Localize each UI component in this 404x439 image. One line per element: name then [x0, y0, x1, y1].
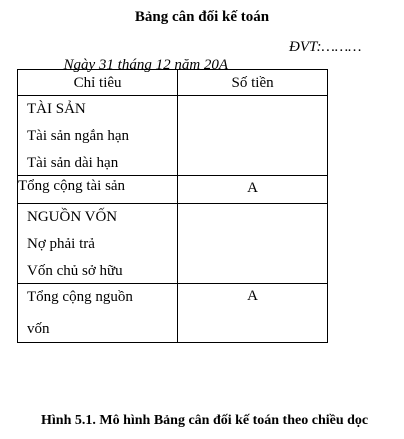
unit-label: ĐVT:………	[289, 39, 362, 55]
header-indicator: Chỉ tiêu	[18, 70, 178, 96]
total-assets-row	[18, 176, 328, 204]
noncurrent-assets-label: Tài sản dài hạn	[27, 155, 119, 171]
assets-heading: TÀI SẢN	[27, 101, 86, 117]
total-assets-amount-cell	[178, 176, 328, 204]
assets-section-row	[18, 96, 328, 176]
balance-sheet-table	[17, 69, 328, 343]
total-assets-amount: A	[247, 180, 258, 196]
total-sources-amount: A	[247, 288, 258, 304]
total-sources-row	[18, 284, 328, 343]
assets-amount-cell	[178, 96, 328, 176]
header-amount: Số tiền	[178, 70, 328, 96]
sources-section-row	[18, 204, 328, 284]
figure-caption: Hình 5.1. Mô hình Bảng cân đối kế toán theo chiều dọc	[41, 413, 369, 428]
total-sources-amount-cell	[178, 284, 328, 343]
equity-label: Vốn chủ sở hữu	[27, 263, 123, 279]
total-sources-label-cell	[18, 284, 178, 343]
sources-heading: NGUỒN VỐN	[27, 209, 118, 225]
liabilities-label: Nợ phải trả	[27, 236, 95, 252]
report-date: Ngày 31 tháng 12 năm 20A	[63, 57, 229, 73]
total-sources-label-line1: Tổng cộng nguồn	[27, 289, 133, 305]
current-assets-label: Tài sản ngắn hạn	[27, 128, 130, 144]
sources-amount-cell	[178, 204, 328, 284]
total-assets-label: Tổng cộng tài sản	[18, 176, 178, 204]
document-title: Bảng cân đối kế toán	[134, 9, 270, 25]
total-sources-label-line2: vốn	[27, 321, 50, 337]
sources-cell	[18, 204, 178, 284]
table-header-row	[18, 70, 328, 96]
assets-cell	[18, 96, 178, 176]
